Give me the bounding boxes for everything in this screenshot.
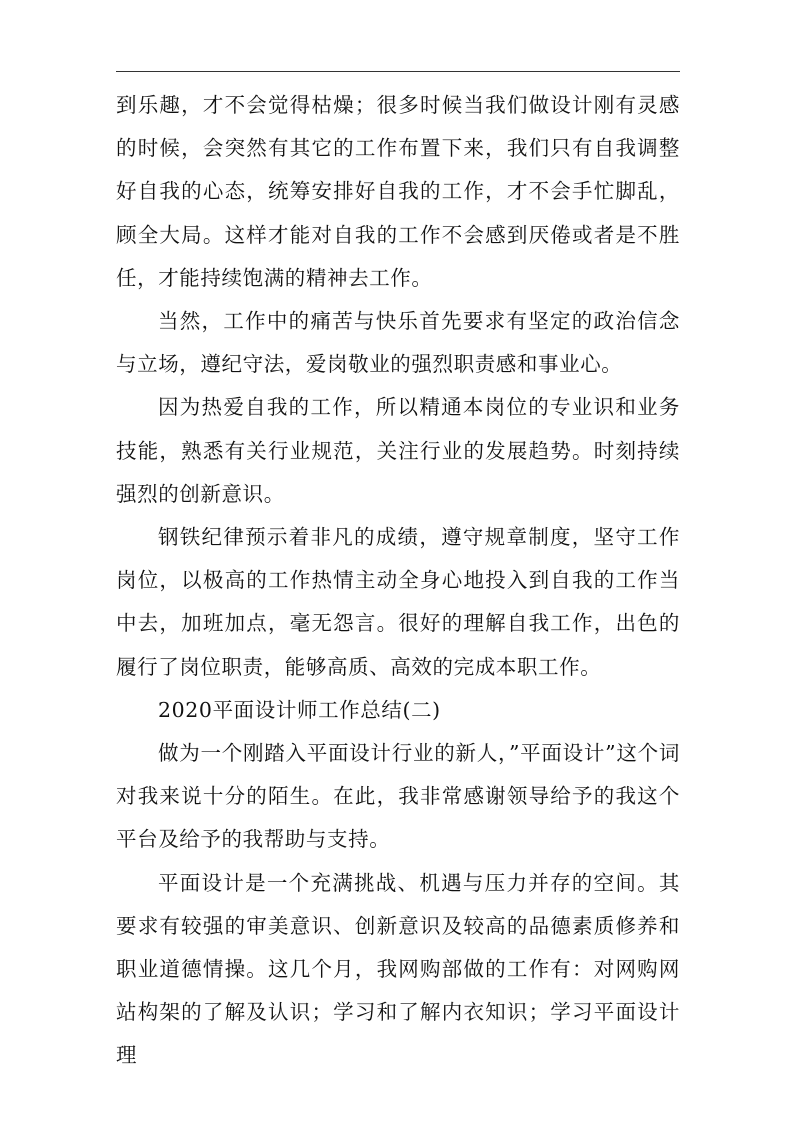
paragraph-discipline: 钢铁纪律预示着非凡的成绩，遵守规章制度，坚守工作岗位，以极高的工作热情主动全身心地投入到自我的工作当中去，加班加点，毫无怨言。很好的理解自我工作，出色的履行了岗位职责，能够高质、高效的完成本职工作。: [116, 525, 680, 679]
header-rule: [116, 71, 680, 72]
paragraph-graphic-design: 平面设计是一个充满挑战、机遇与压力并存的空间。其要求有较强的审美意识、创新意识及较高的品德素质修养和职业道德情操。这几个月，我网购部做的工作有：对网购网站构架的了解及认识；学习和了解内衣知识；学习平面设计理: [116, 870, 680, 1068]
document-body: [116, 84, 680, 1078]
paragraph-political-belief: 当然，工作中的痛苦与快乐首先要求有坚定的政治信念与立场，遵纪守法，爱岗敬业的强烈职责感和事业心。: [116, 309, 680, 377]
paragraph-professional-skills: 因为热爱自我的工作，所以精通本岗位的专业识和业务技能，熟悉有关行业规范，关注行业的发展趋势。时刻持续强烈的创新意识。: [116, 395, 680, 506]
paragraph-newcomer: 做为一个刚踏入平面设计行业的新人，”平面设计”这个词对我来说十分的陌生。在此，我非常感谢领导给予的我这个平台及给予的我帮助与支持。: [116, 741, 680, 852]
paragraph-continuation: 到乐趣，才不会觉得枯燥；很多时候当我们做设计刚有灵感的时候，会突然有其它的工作布置下来，我们只有自我调整好自我的心态，统筹安排好自我的工作，才不会手忙脚乱，顾全大局。这样才能对自我的工作不会感到厌倦或者是不胜任，才能持续饱满的精神去工作。: [116, 93, 680, 290]
section-heading: 2020平面设计师工作总结(二): [158, 697, 441, 722]
